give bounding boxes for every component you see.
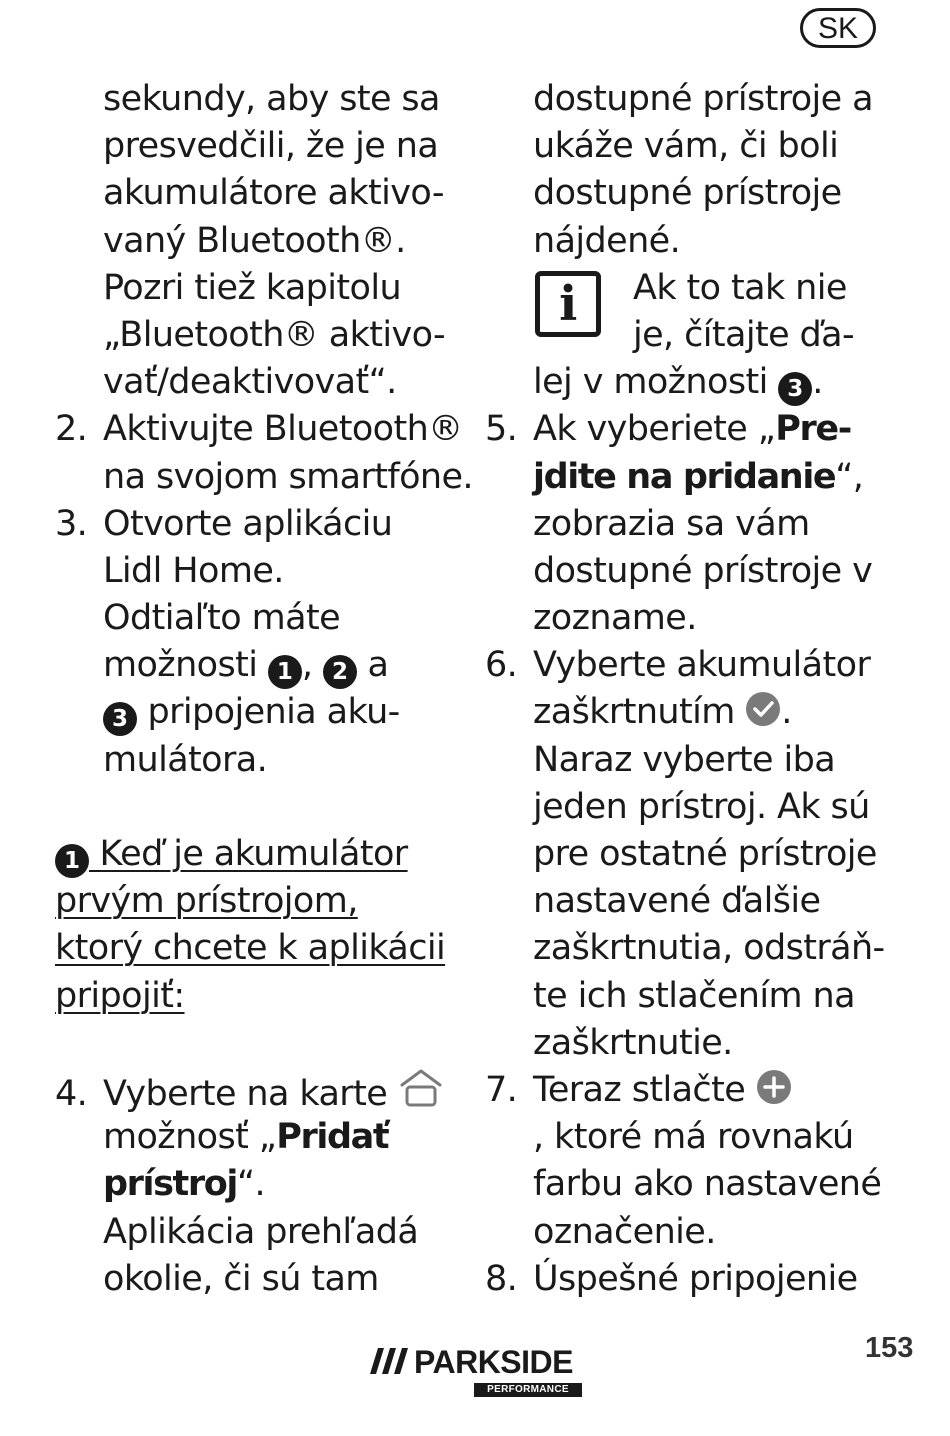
- page-number: 153: [865, 1332, 914, 1364]
- text-fragment: .: [781, 692, 792, 733]
- text-line: dostupné prístroje v: [533, 550, 873, 591]
- section-heading-line: [55, 973, 475, 1020]
- text-line: zozname.: [533, 598, 697, 639]
- text-line: te ich stlačením na: [533, 975, 855, 1016]
- step-text: Teraz stlačte: [533, 1069, 756, 1110]
- text-line: ukáže vám, či boli: [533, 126, 839, 167]
- spacer: [55, 1020, 475, 1067]
- check-circle-icon: [745, 691, 781, 740]
- text-line: [485, 359, 925, 406]
- brand-subline: PERFORMANCE: [474, 1383, 582, 1397]
- language-badge: [800, 8, 876, 48]
- step-text: Úspešné pripojenie: [533, 1258, 858, 1299]
- step-5: [485, 406, 925, 453]
- text-line: [55, 1161, 475, 1208]
- brand-name: PARKSIDE: [414, 1344, 573, 1380]
- section-heading-line: [55, 925, 475, 972]
- text-line: dostupné prístroje a: [533, 79, 873, 119]
- text-line: Naraz vyberte iba: [533, 739, 836, 780]
- language-code: SK: [817, 12, 859, 45]
- text-line: [485, 689, 925, 736]
- text-line: presvedčili, že je na: [103, 126, 439, 167]
- text-line: Ak to tak nie: [633, 267, 847, 308]
- text-line: Odtiaľto máte: [103, 598, 341, 639]
- step-number: 8.: [485, 1258, 518, 1299]
- option-1-marker: 1: [268, 655, 302, 689]
- text-line: Aplikácia prehľadá: [103, 1211, 419, 1252]
- spacer: [55, 784, 475, 831]
- step-8: [485, 1256, 925, 1303]
- text-line: sekundy, aby ste sa: [103, 79, 440, 119]
- section-heading-line: [55, 878, 475, 925]
- text-line: je, čítajte ďa-: [633, 314, 855, 355]
- left-column: [55, 76, 475, 1303]
- step-number: 7.: [485, 1069, 518, 1110]
- step-text: Ak vyberiete „: [533, 409, 776, 450]
- text-fragment: možnosti: [103, 645, 268, 686]
- text-line: Lidl Home.: [103, 550, 284, 591]
- text-line: mulátora.: [103, 739, 268, 780]
- step-number: 5.: [485, 409, 518, 450]
- heading-text: prvým prístrojom,: [55, 881, 358, 922]
- text-line: [485, 454, 925, 501]
- bold-term: Pridať: [276, 1117, 389, 1158]
- text-line: , ktoré má rovnakú: [533, 1117, 854, 1158]
- text-line: nastavené ďalšie: [533, 881, 821, 922]
- step-7: [485, 1067, 925, 1114]
- text-fragment: “,: [835, 456, 864, 497]
- step-text: Vyberte akumulátor: [533, 645, 871, 686]
- step-number: 6.: [485, 645, 518, 686]
- text-fragment: možnosť „: [103, 1117, 277, 1158]
- right-column: [485, 76, 925, 1303]
- option-3-marker: 3: [778, 372, 812, 406]
- step-6: [485, 642, 925, 689]
- section-heading: [55, 831, 475, 878]
- text-line: nájdené.: [533, 220, 681, 261]
- text-line: zobrazia sa vám: [533, 503, 810, 544]
- text-line: pre ostatné prístroje: [533, 834, 877, 874]
- step-4: [55, 1067, 475, 1114]
- bold-term: prístroj: [103, 1164, 237, 1205]
- step-text: Otvorte aplikáciu: [103, 503, 393, 544]
- text-line: na svojom smartfóne.: [103, 456, 473, 497]
- step-number: 4.: [55, 1073, 88, 1114]
- text-line: „Bluetooth® aktivo-: [103, 314, 446, 355]
- heading-text: ktorý chcete k aplikácii: [55, 928, 446, 969]
- bold-term: jdite na pridanie: [533, 456, 836, 497]
- logo-slashes-icon: [370, 1346, 410, 1380]
- text-line: okolie, či sú tam: [103, 1258, 379, 1299]
- brand-logo: [370, 1342, 585, 1402]
- text-line: zaškrtnutia, odstráň-: [533, 928, 885, 969]
- text-line: farbu ako nastavené: [533, 1164, 882, 1205]
- text-line: [55, 689, 475, 736]
- text-line: [55, 642, 475, 689]
- text-line: akumulátore aktivo-: [103, 173, 444, 214]
- text-fragment: a: [356, 645, 389, 686]
- heading-text: Keď je akumulátor: [89, 834, 408, 874]
- text-line: vať/deaktivovať“.: [103, 362, 397, 403]
- text-fragment: pripojenia aku-: [137, 692, 400, 733]
- text-line: [55, 1114, 475, 1161]
- bold-term: Pre-: [775, 409, 851, 450]
- plus-circle-icon: [756, 1069, 792, 1118]
- step-number: 3.: [55, 503, 88, 544]
- info-glyph: i: [559, 275, 577, 332]
- step-2: [55, 406, 475, 453]
- text-fragment: ,: [301, 645, 323, 686]
- option-3-marker: 3: [103, 702, 137, 736]
- text-fragment: zaškrtnutím: [533, 692, 746, 733]
- step-text: Aktivujte Bluetooth®: [103, 409, 463, 450]
- text-fragment: lej v možnosti: [533, 362, 779, 403]
- step-number: 2.: [55, 409, 88, 450]
- option-2-marker: 2: [323, 655, 357, 689]
- text-line: zaškrtnutie.: [533, 1022, 733, 1063]
- step-text: Vyberte na karte: [103, 1073, 398, 1114]
- option-1-marker: 1: [55, 844, 89, 878]
- text-line: označenie.: [533, 1211, 716, 1252]
- text-fragment: “.: [236, 1164, 266, 1205]
- step-3: [55, 501, 475, 548]
- text-line: Pozri tiež kapitolu: [103, 267, 402, 308]
- text-line: jeden prístroj. Ak sú: [533, 786, 870, 827]
- heading-text: pripojiť:: [55, 975, 185, 1016]
- text-line: dostupné prístroje: [533, 173, 842, 214]
- text-fragment: .: [812, 362, 823, 403]
- text-line: vaný Bluetooth®.: [103, 220, 406, 261]
- info-note: [485, 265, 925, 407]
